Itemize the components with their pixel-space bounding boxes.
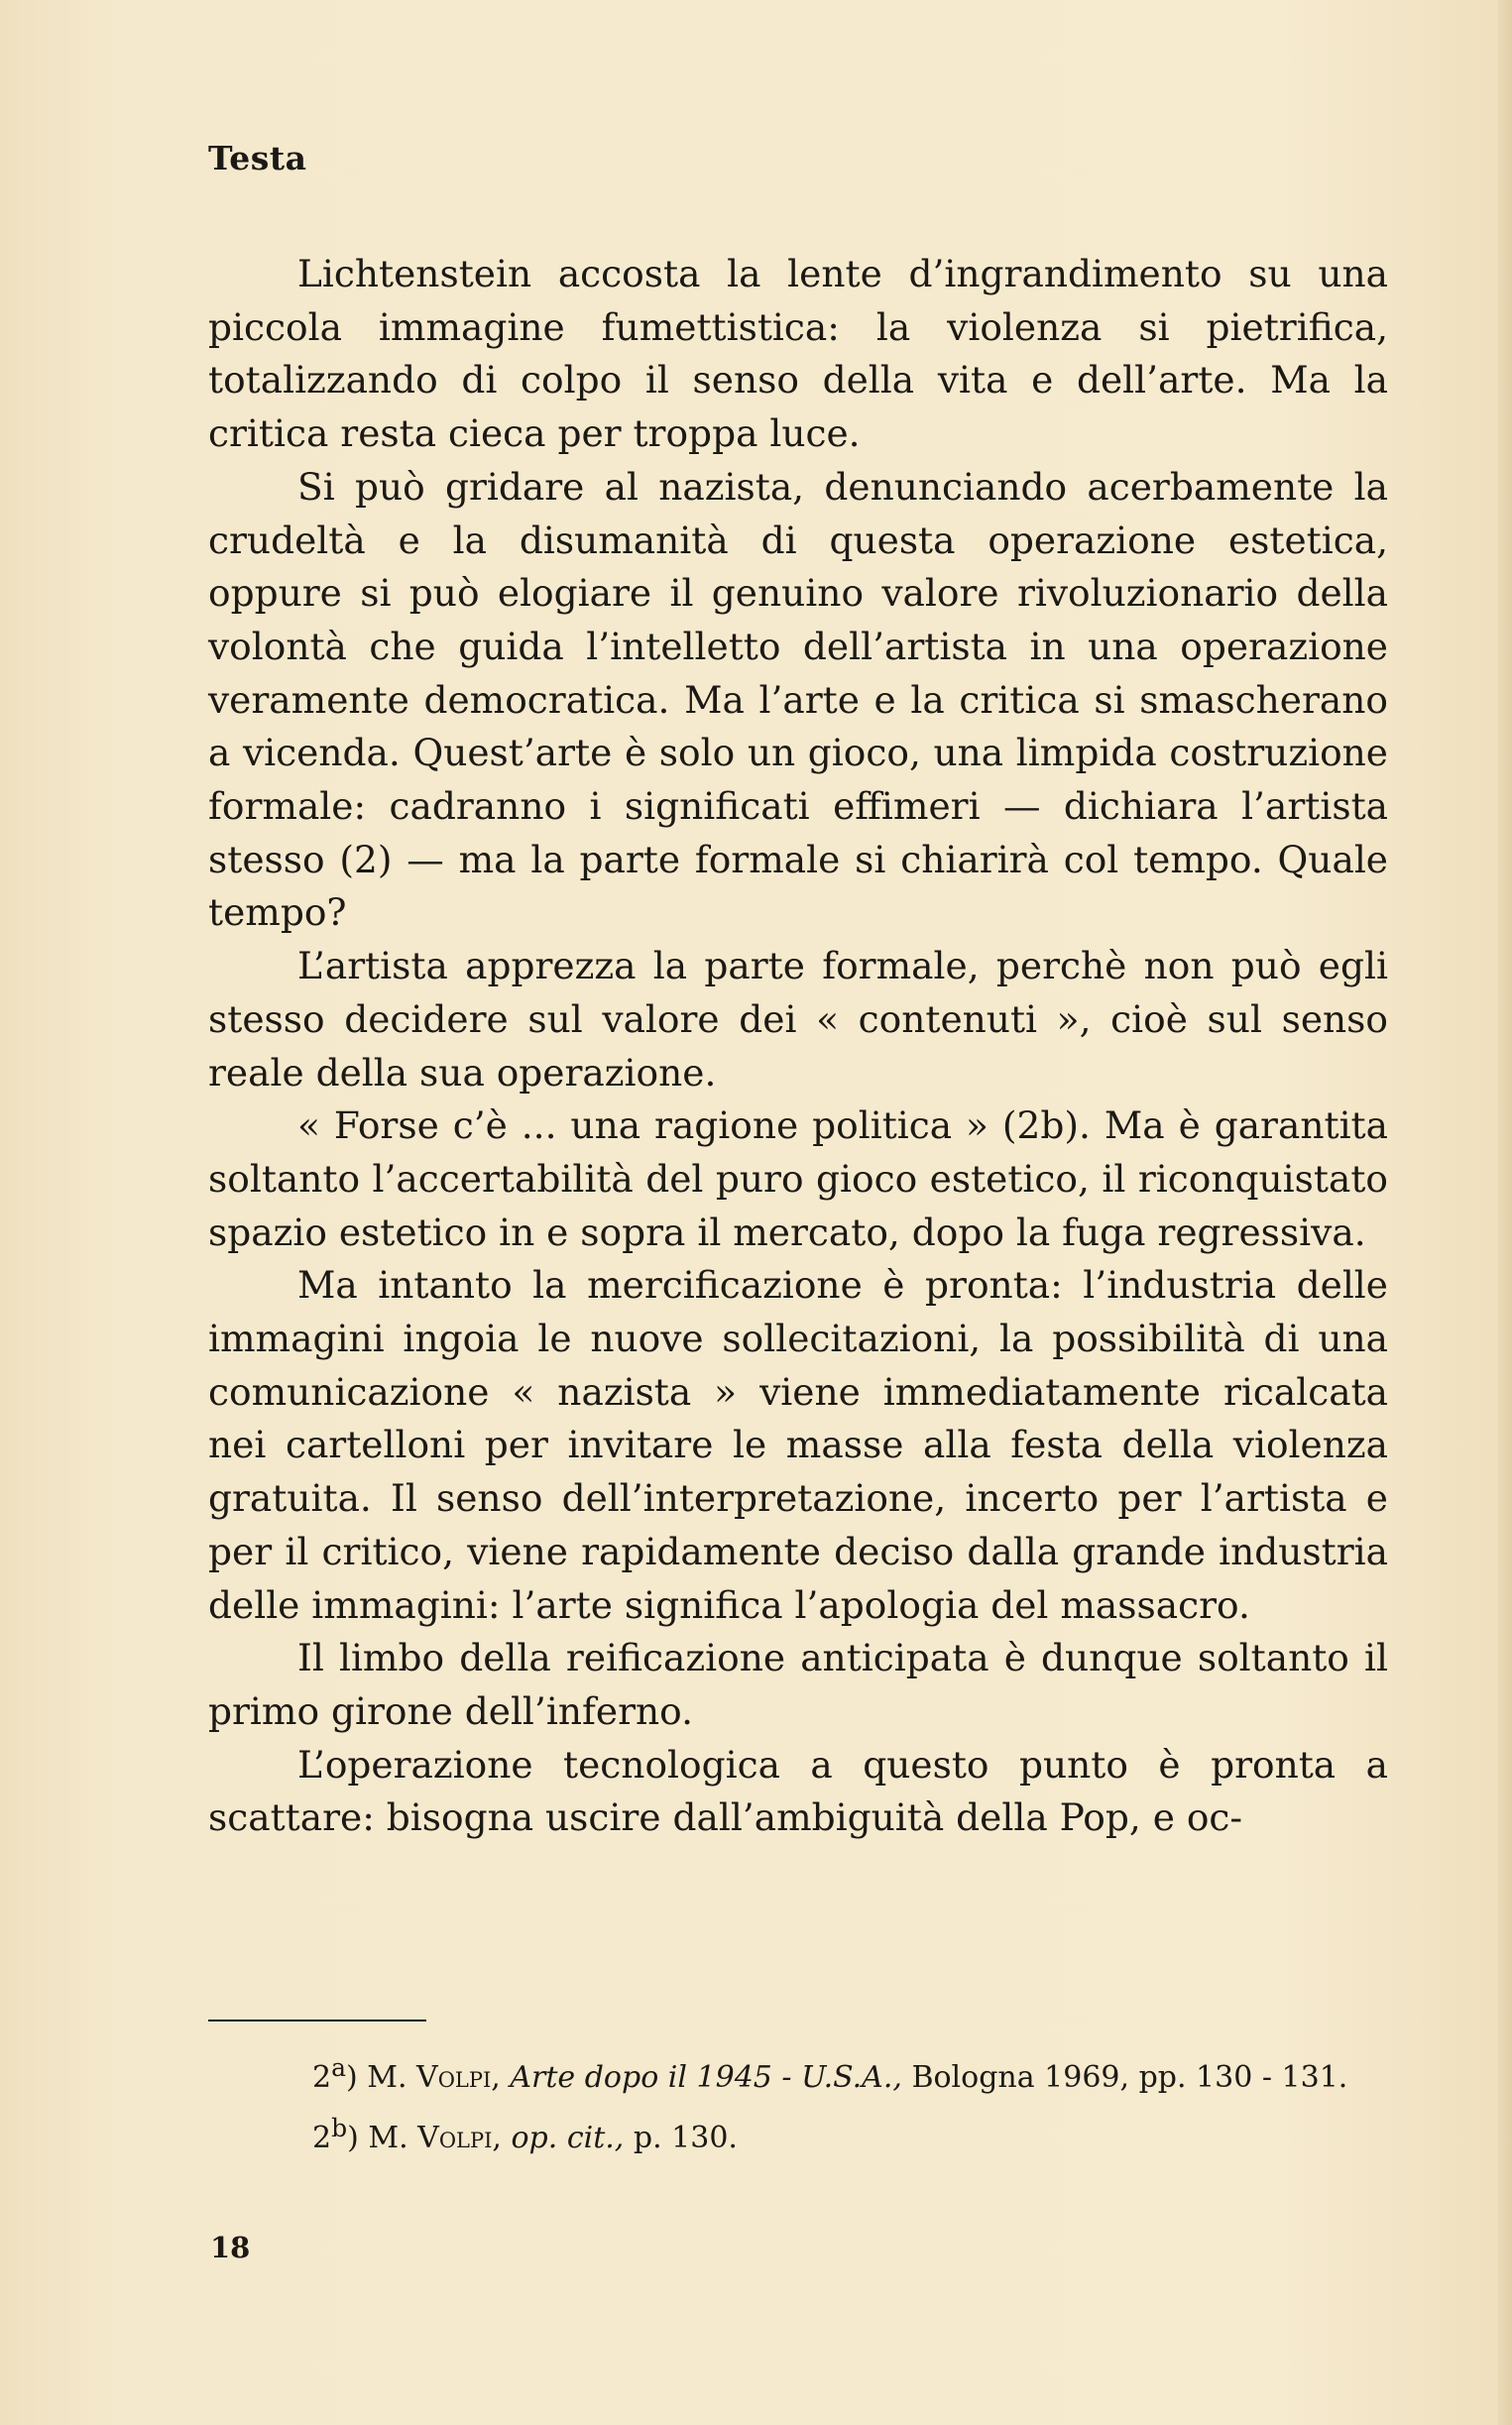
footnote-marker: 2 xyxy=(312,2121,332,2155)
footnote-title: op. cit., xyxy=(511,2121,625,2155)
page-edge xyxy=(1498,0,1512,2425)
footnote-title: Arte dopo il 1945 - U.S.A., xyxy=(510,2060,902,2095)
footnote-rest: Bologna 1969, pp. 130 - 131. xyxy=(901,2060,1348,2095)
footnote-close: ) xyxy=(347,2121,369,2155)
paragraph: Si può gridare al nazista, denunciando acerbamente la crudeltà e la disumanità di questa operazione estetica, oppure si può elogiare il genuino valore rivoluzionario della volontà che guida l’intelletto dell’artista in una operazione veramente democratica. Ma l’arte e la critica si smascherano a vicenda. Quest’arte è solo un gioco, una limpida costruzione formale: cadranno i significati effimeri — dichiara l’artista stesso (2) — ma la parte formale si chiarirà col tempo. Quale tempo? xyxy=(208,464,1388,935)
footnote-superscript: a xyxy=(331,2053,346,2082)
footnote-rest: p. 130. xyxy=(624,2121,738,2155)
footnote-author: M. Volpi, xyxy=(367,2060,501,2095)
footnote xyxy=(208,2042,1388,2103)
footnote xyxy=(208,2103,1388,2163)
paragraph: Ma intanto la mercificazione è pronta: l’industria delle immagini ingoia le nuove sollecitazioni, la possibilità di una comunicazione « nazista » viene immediatamente ricalcata nei cartelloni per invitare le masse alla festa della violenza gratuita. Il senso dell’interpretazione, incerto per l’artista e per il critico, viene rapidamente deciso dalla grande industria delle immagini: l’arte significa l’apologia del massacro. xyxy=(208,1263,1388,1627)
footnote-author: M. Volpi, xyxy=(368,2121,502,2155)
running-head: Testa xyxy=(208,139,307,177)
paragraph: Lichtenstein accosta la lente d’ingrandimento su una piccola immagine fumettistica: la violenza si pietrifica, totalizzando di colpo il senso della vita e dell’arte. Ma la critica resta cieca per troppa luce. xyxy=(208,252,1388,456)
footnote-superscript: b xyxy=(331,2114,348,2142)
footnote-close: ) xyxy=(346,2060,368,2095)
footnote-marker: 2 xyxy=(312,2060,332,2095)
footnote-rule xyxy=(208,2020,426,2021)
paragraph: « Forse c’è ... una ragione politica » (2b). Ma è garantita soltanto l’accertabilità del puro gioco estetico, il riconquistato spazio estetico in e sopra il mercato, dopo la fuga regressiva. xyxy=(208,1103,1388,1254)
body-text xyxy=(208,248,1388,1845)
page-number: 18 xyxy=(210,2231,251,2264)
footnotes xyxy=(208,2042,1388,2163)
paragraph: L’operazione tecnologica a questo punto è pronta a scattare: bisogna uscire dall’ambiguità della Pop, e oc- xyxy=(208,1742,1388,1840)
paragraph: Il limbo della reificazione anticipata è dunque soltanto il primo girone dell’inferno. xyxy=(208,1636,1388,1733)
paragraph: L’artista apprezza la parte formale, perchè non può egli stesso decidere sul valore dei « contenuti », cioè sul senso reale della sua operazione. xyxy=(208,944,1388,1095)
